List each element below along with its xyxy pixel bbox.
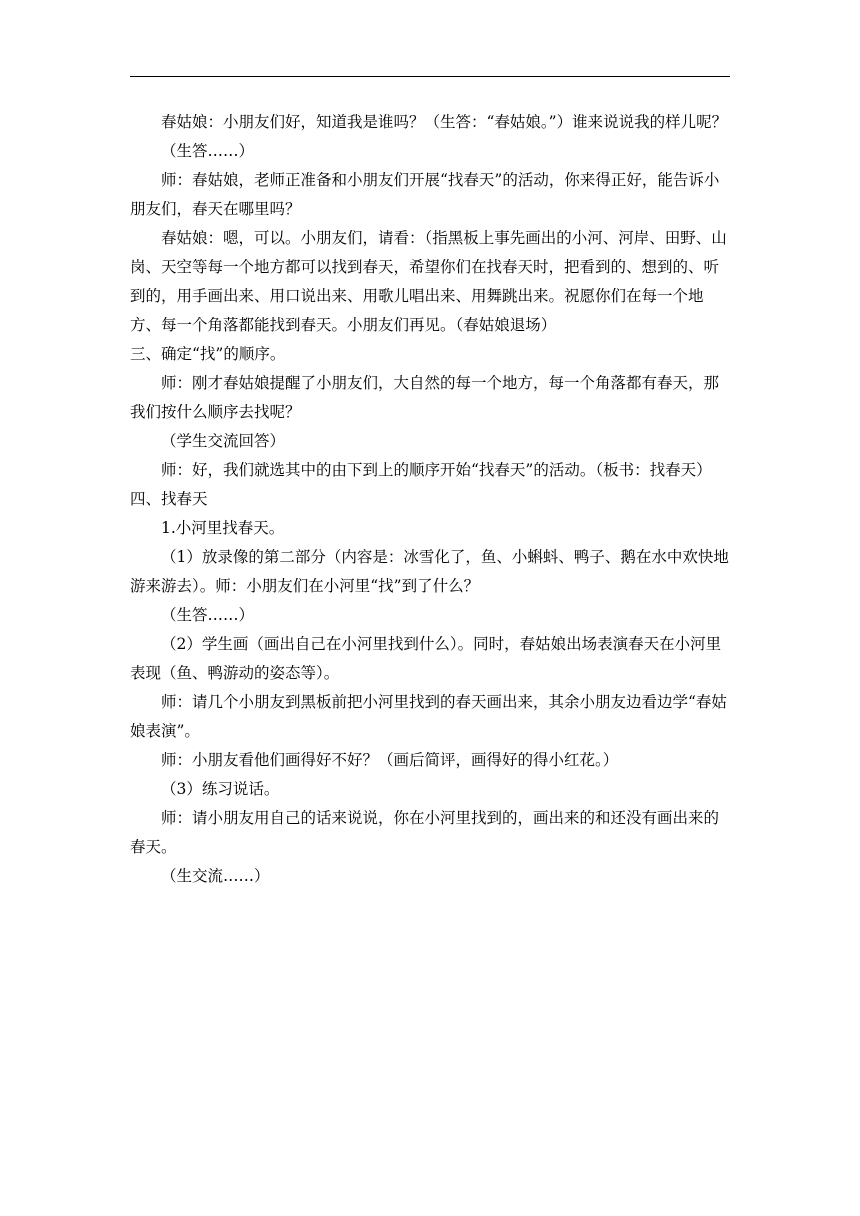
document-body	[130, 108, 730, 891]
paragraph: （3）练习说话。	[161, 780, 280, 798]
paragraph: 春姑娘：嗯，可以。小朋友们，请看：（指黑板上事先画出的小河、河岸、田野、山岗、天空等每一个地方都可以找到春天，希望你们在找春天时，把看到的、想到的、听到的，用手画出来、用口说出来、用歌儿唱出来、用舞跳出来。祝愿你们在每一个地方、每一个角落都能找到春天。小朋友们再见。（春姑娘退场）	[130, 229, 727, 334]
paragraph: （学生交流回答）	[161, 432, 286, 450]
paragraph: 师：小朋友看他们画得好不好？（画后简评，画得好的得小红花。）	[161, 751, 619, 769]
section-heading: 三、确定“找”的顺序。	[130, 345, 286, 363]
header-rule	[130, 76, 730, 77]
paragraph: （生交流……）	[161, 867, 270, 885]
subsection-heading: 1.小河里找春天。	[161, 519, 285, 537]
paragraph: （生答……）	[161, 142, 255, 160]
paragraph: 师：刚才春姑娘提醒了小朋友们，大自然的每一个地方，每一个角落都有春天，那我们按什么顺序去找呢？	[130, 374, 720, 421]
paragraph: 师：春姑娘，老师正准备和小朋友们开展“找春天”的活动，你来得正好，能告诉小朋友们，春天在哪里吗？	[130, 171, 720, 218]
paragraph: 春姑娘：小朋友们好，知道我是谁吗？（生答：“春姑娘。”）谁来说说我的样儿呢？	[161, 113, 728, 131]
paragraph: 师：请几个小朋友到黑板前把小河里找到的春天画出来，其余小朋友边看边学“春姑娘表演”。	[130, 693, 727, 740]
paragraph: （生答……）	[161, 606, 255, 624]
paragraph: （2）学生画（画出自己在小河里找到什么）。同时，春姑娘出场表演春天在小河里表现（鱼、鸭游动的姿态等）。	[130, 635, 722, 682]
paragraph: （1）放录像的第二部分（内容是：冰雪化了，鱼、小蝌蚪、鸭子、鹅在水中欢快地游来游去）。师：小朋友们在小河里“找”到了什么？	[130, 548, 729, 595]
paragraph: 师：请小朋友用自己的话来说说，你在小河里找到的，画出来的和还没有画出来的春天。	[130, 809, 720, 856]
section-heading: 四、找春天	[130, 490, 208, 508]
paragraph: 师：好，我们就选其中的由下到上的顺序开始“找春天”的活动。（板书：找春天）	[161, 461, 712, 479]
